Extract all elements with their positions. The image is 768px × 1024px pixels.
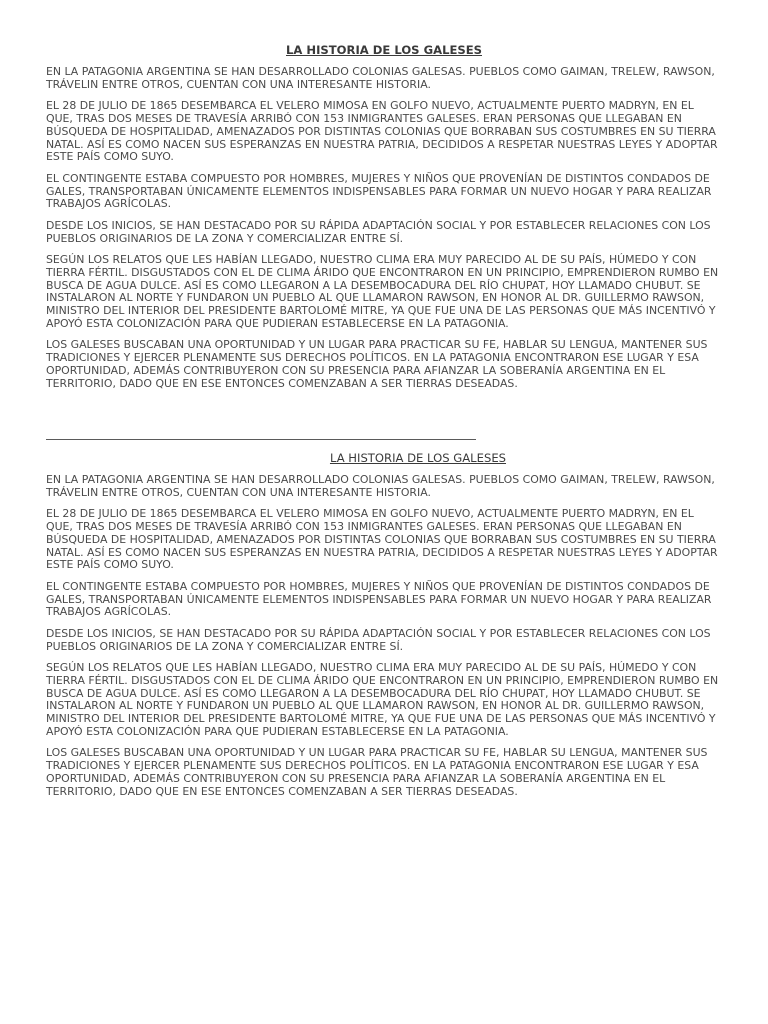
section-2-paragraph-1: EN LA PATAGONIA ARGENTINA SE HAN DESARROLLADO COLONIAS GALESAS. PUEBLOS COMO GAIMAN, TRELEW, RAWSON, TRÁVELIN ENTRE OTROS, CUENTAN CON UNA INTERESANTE HISTORIA.	[46, 473, 715, 499]
section-1-paragraph-3: EL CONTINGENTE ESTABA COMPUESTO POR HOMBRES, MUJERES Y NIÑOS QUE PROVENÍAN DE DISTINTOS CONDADOS DE GALES, TRANSPORTABAN ÚNICAMENTE ELEMENTOS INDISPENSABLES PARA FORMAR UN NUEVO HOGAR Y PARA REALIZAR TRABAJOS AGRÍCOLAS.	[46, 171, 712, 211]
section-1-paragraph-1: EN LA PATAGONIA ARGENTINA SE HAN DESARROLLADO COLONIAS GALESAS. PUEBLOS COMO GAIMAN, TRELEW, RAWSON, TRÁVELIN ENTRE OTROS, CUENTAN CON UNA INTERESANTE HISTORIA.	[46, 65, 715, 91]
section-1-paragraph-6: LOS GALESES BUSCABAN UNA OPORTUNIDAD Y UN LUGAR PARA PRACTICAR SU FE, HABLAR SU LENGUA, MANTENER SUS TRADICIONES Y EJERCER PLENAMENTE SUS DERECHOS POLÍTICOS. EN LA PATAGONIA ENCONTRARON ESE LUGAR Y ESA OPORTUNIDAD, ADEMÁS CONTRIBUYERON CON SU PRESENCIA PARA AFIANZAR LA SOBERANÍA ARGENTINA EN EL TERRITORIO, DADO QUE EN ESE ENTONCES COMENZABAN A SER TIERRAS DESEADAS.	[46, 338, 708, 390]
document-section-1	[46, 43, 722, 399]
section-1-paragraph-2: EL 28 DE JULIO DE 1865 DESEMBARCA EL VELERO MIMOSA EN GOLFO NUEVO, ACTUALMENTE PUERTO MADRYN, EN EL QUE, TRAS DOS MESES DE TRAVESÍA ARRIBÓ CON 153 INMIGRANTES GALESES. ERAN PERSONAS QUE LLEGABAN EN BÚSQUEDA DE HOSPITALIDAD, AMENAZADOS POR DISTINTAS COLONIAS QUE BORRABAN SUS COSTUMBRES EN SU TIERRA NATAL. ASÍ ES COMO NACEN SUS ESPERANZAS EN NUESTRA PATRIA, DECIDIDOS A RESPETAR NUESTRAS LEYES Y ADOPTAR ESTE PAÍS COMO SUYO.	[46, 99, 718, 164]
section-separator-line	[46, 439, 476, 440]
document-section-2	[46, 451, 722, 807]
section-2-title: LA HISTORIA DE LOS GALESES	[329, 451, 507, 465]
section-2-paragraph-2: EL 28 DE JULIO DE 1865 DESEMBARCA EL VELERO MIMOSA EN GOLFO NUEVO, ACTUALMENTE PUERTO MADRYN, EN EL QUE, TRAS DOS MESES DE TRAVESÍA ARRIBÓ CON 153 INMIGRANTES GALESES. ERAN PERSONAS QUE LLEGABAN EN BÚSQUEDA DE HOSPITALIDAD, AMENAZADOS POR DISTINTAS COLONIAS QUE BORRABAN SUS COSTUMBRES EN SU TIERRA NATAL. ASÍ ES COMO NACEN SUS ESPERANZAS EN NUESTRA PATRIA, DECIDIDOS A RESPETAR NUESTRAS LEYES Y ADOPTAR ESTE PAÍS COMO SUYO.	[46, 507, 718, 572]
section-2-paragraph-5: SEGÚN LOS RELATOS QUE LES HABÍAN LLEGADO, NUESTRO CLIMA ERA MUY PARECIDO AL DE SU PAÍS, HÚMEDO Y CON TIERRA FÉRTIL. DISGUSTADOS CON EL DE CLIMA ÁRIDO QUE ENCONTRARON EN UN PRINCIPIO, EMPRENDIERON RUMBO EN BUSCA DE AGUA DULCE. ASÍ ES COMO LLEGARON A LA DESEMBOCADURA DEL RÍO CHUPAT, HOY LLAMADO CHUBUT. SE INSTALARON AL NORTE Y FUNDARON UN PUEBLO AL QUE LLAMARON RAWSON, EN HONOR AL DR. GUILLERMO RAWSON, MINISTRO DEL INTERIOR DEL PRESIDENTE BARTOLOMÉ MITRE, YA QUE FUE UNA DE LAS PERSONAS QUE MÁS INCENTIVÓ Y APOYÓ ESTA COLONIZACIÓN PARA QUE PUDIERAN ESTABLECERSE EN LA PATAGONIA.	[46, 660, 719, 738]
section-2-paragraph-6: LOS GALESES BUSCABAN UNA OPORTUNIDAD Y UN LUGAR PARA PRACTICAR SU FE, HABLAR SU LENGUA, MANTENER SUS TRADICIONES Y EJERCER PLENAMENTE SUS DERECHOS POLÍTICOS. EN LA PATAGONIA ENCONTRARON ESE LUGAR Y ESA OPORTUNIDAD, ADEMÁS CONTRIBUYERON CON SU PRESENCIA PARA AFIANZAR LA SOBERANÍA ARGENTINA EN EL TERRITORIO, DADO QUE EN ESE ENTONCES COMENZABAN A SER TIERRAS DESEADAS.	[46, 746, 708, 798]
section-1-paragraph-4: DESDE LOS INICIOS, SE HAN DESTACADO POR SU RÁPIDA ADAPTACIÓN SOCIAL Y POR ESTABLECER RELACIONES CON LOS PUEBLOS ORIGINARIOS DE LA ZONA Y COMERCIALIZAR ENTRE SÍ.	[46, 218, 711, 245]
section-1-paragraph-5: SEGÚN LOS RELATOS QUE LES HABÍAN LLEGADO, NUESTRO CLIMA ERA MUY PARECIDO AL DE SU PAÍS, HÚMEDO Y CON TIERRA FÉRTIL. DISGUSTADOS CON EL DE CLIMA ÁRIDO QUE ENCONTRARON EN UN PRINCIPIO, EMPRENDIERON RUMBO EN BUSCA DE AGUA DULCE. ASÍ ES COMO LLEGARON A LA DESEMBOCADURA DEL RÍO CHUPAT, HOY LLAMADO CHUBUT. SE INSTALARON AL NORTE Y FUNDARON UN PUEBLO AL QUE LLAMARON RAWSON, EN HONOR AL DR. GUILLERMO RAWSON, MINISTRO DEL INTERIOR DEL PRESIDENTE BARTOLOMÉ MITRE, YA QUE FUE UNA DE LAS PERSONAS QUE MÁS INCENTIVÓ Y APOYÓ ESTA COLONIZACIÓN PARA QUE PUDIERAN ESTABLECERSE EN LA PATAGONIA.	[46, 252, 719, 330]
section-2-paragraph-4: DESDE LOS INICIOS, SE HAN DESTACADO POR SU RÁPIDA ADAPTACIÓN SOCIAL Y POR ESTABLECER RELACIONES CON LOS PUEBLOS ORIGINARIOS DE LA ZONA Y COMERCIALIZAR ENTRE SÍ.	[46, 626, 711, 653]
section-2-paragraph-3: EL CONTINGENTE ESTABA COMPUESTO POR HOMBRES, MUJERES Y NIÑOS QUE PROVENÍAN DE DISTINTOS CONDADOS DE GALES, TRANSPORTABAN ÚNICAMENTE ELEMENTOS INDISPENSABLES PARA FORMAR UN NUEVO HOGAR Y PARA REALIZAR TRABAJOS AGRÍCOLAS.	[46, 579, 712, 619]
section-1-title: LA HISTORIA DE LOS GALESES	[286, 43, 482, 57]
